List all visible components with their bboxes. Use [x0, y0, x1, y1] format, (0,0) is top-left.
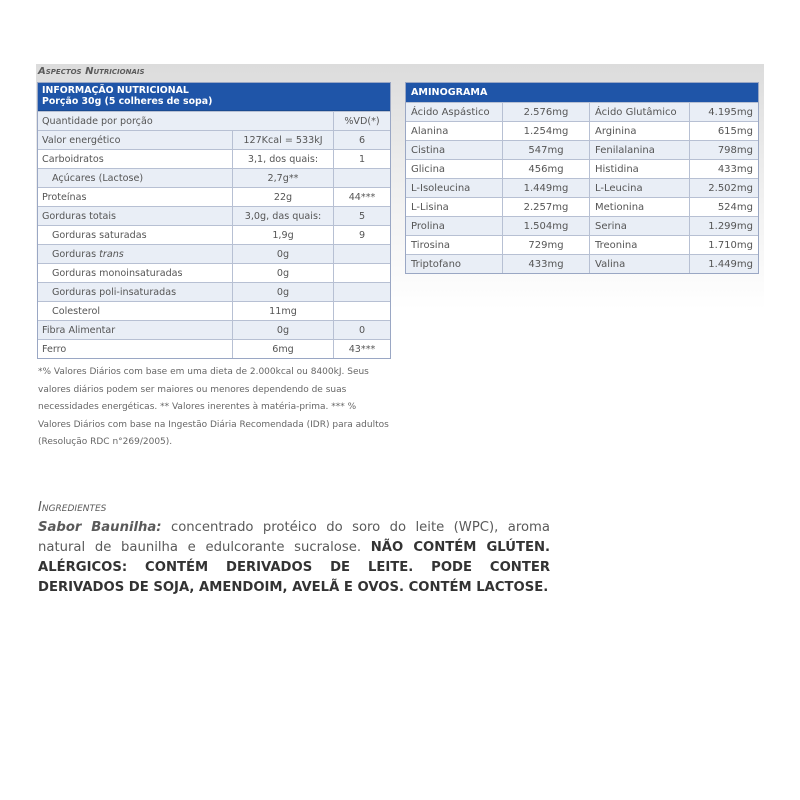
- nutrient-amount: 11mg: [233, 302, 334, 321]
- table-row: [406, 141, 758, 160]
- amino-value: 798mg: [690, 141, 759, 160]
- amino-name: L-Leucina: [590, 179, 690, 198]
- table-row: [38, 188, 390, 207]
- nutrient-vd: 5: [334, 207, 391, 226]
- amino-value: 1.299mg: [690, 217, 759, 236]
- vd-column-header: %VD(*): [334, 112, 391, 131]
- nutrition-header-title: INFORMAÇÃO NUTRICIONAL: [42, 85, 189, 96]
- nutrition-facts-table: [37, 82, 391, 359]
- quantity-per-portion-label: Quantidade por porção: [38, 112, 334, 131]
- nutrient-label: Gorduras poli-insaturadas: [38, 283, 233, 302]
- table-row: [38, 321, 390, 340]
- nutrient-vd: 9: [334, 226, 391, 245]
- amino-value: 524mg: [690, 198, 759, 217]
- nutrition-column-header-row: [38, 112, 390, 131]
- amino-name: Ácido Glutâmico: [590, 103, 690, 122]
- nutrient-amount: 2,7g**: [233, 169, 334, 188]
- nutrient-vd: 0: [334, 321, 391, 340]
- amino-value: 4.195mg: [690, 103, 759, 122]
- nutrient-amount: 0g: [233, 321, 334, 340]
- amino-name: Glicina: [406, 160, 503, 179]
- nutrient-amount: 3,0g, das quais:: [233, 207, 334, 226]
- nutrient-label: Gorduras saturadas: [38, 226, 233, 245]
- nutrient-label: Valor energético: [38, 131, 233, 150]
- table-row: [38, 264, 390, 283]
- amino-value: 433mg: [503, 255, 590, 274]
- amino-value: 615mg: [690, 122, 759, 141]
- amino-value: 1.449mg: [503, 179, 590, 198]
- table-row: [406, 255, 758, 274]
- aminogram-header: AMINOGRAMA: [406, 83, 758, 102]
- nutrient-label: Ferro: [38, 340, 233, 359]
- amino-name: Valina: [590, 255, 690, 274]
- table-row: [406, 160, 758, 179]
- nutrient-amount: 0g: [233, 245, 334, 264]
- nutrient-vd: [334, 169, 391, 188]
- aminogram-table: [405, 82, 759, 274]
- amino-name: L-Lisina: [406, 198, 503, 217]
- ingredients-section: [38, 500, 550, 598]
- amino-name: Serina: [590, 217, 690, 236]
- amino-name: L-Isoleucina: [406, 179, 503, 198]
- amino-value: 1.254mg: [503, 122, 590, 141]
- nutrition-header-portion: Porção 30g (5 colheres de sopa): [42, 96, 213, 107]
- amino-value: 1.710mg: [690, 236, 759, 255]
- nutrition-footnote: *% Valores Diários com base em uma dieta de 2.000kcal ou 8400kJ. Seus valores diários podem ser maiores ou menores dependendo de suas necessidades energéticas. ** Valores inerentes à matéria-prima. *** % Valores Diários com base na Ingestão Diária Recomendada (IDR) para adultos (Resolução RDC n°269/2005).: [38, 367, 389, 447]
- table-row: [38, 226, 390, 245]
- nutrient-label: Gorduras monoinsaturadas: [38, 264, 233, 283]
- nutrient-label-prefix: Gorduras: [52, 248, 100, 260]
- amino-value: 433mg: [690, 160, 759, 179]
- ingredients-list: concentrado protéico do soro do leite (WPC), aroma natural de baunilha e edulcorante sucralose.: [38, 520, 550, 555]
- amino-name: Alanina: [406, 122, 503, 141]
- table-row: [38, 245, 390, 264]
- section-title: Aspectos Nutricionais: [38, 66, 145, 77]
- nutrient-amount: 127Kcal = 533kJ: [233, 131, 334, 150]
- ingredients-title: Ingredientes: [38, 500, 107, 515]
- amino-name: Arginina: [590, 122, 690, 141]
- amino-name: Triptofano: [406, 255, 503, 274]
- nutrient-amount: 0g: [233, 264, 334, 283]
- nutrient-vd: 6: [334, 131, 391, 150]
- table-row: [38, 340, 390, 359]
- allergen-warning: NÃO CONTÉM GLÚTEN. ALÉRGICOS: CONTÉM DERIVADOS DE LEITE. PODE CONTER DERIVADOS DE SOJA, AMENDOIM, AVELÃ E OVOS. CONTÉM LACTOSE.: [38, 540, 550, 595]
- nutrient-label: Gorduras totais: [38, 207, 233, 226]
- amino-name: Prolina: [406, 217, 503, 236]
- nutrient-amount: 1,9g: [233, 226, 334, 245]
- amino-name: Cistina: [406, 141, 503, 160]
- amino-value: 2.502mg: [690, 179, 759, 198]
- amino-value: 1.449mg: [690, 255, 759, 274]
- nutrient-amount: 0g: [233, 283, 334, 302]
- table-row: [38, 150, 390, 169]
- nutrient-label: Colesterol: [38, 302, 233, 321]
- amino-name: Histidina: [590, 160, 690, 179]
- nutrient-amount: 3,1, dos quais:: [233, 150, 334, 169]
- nutrition-header: [38, 83, 390, 111]
- nutrient-vd: [334, 264, 391, 283]
- amino-name: Treonina: [590, 236, 690, 255]
- flavor-label: Sabor Baunilha:: [38, 520, 162, 535]
- amino-name: Ácido Aspástico: [406, 103, 503, 122]
- table-row: [38, 207, 390, 226]
- nutrient-vd: 1: [334, 150, 391, 169]
- nutrient-amount: 6mg: [233, 340, 334, 359]
- nutrient-label: Açúcares (Lactose): [38, 169, 233, 188]
- amino-value: 547mg: [503, 141, 590, 160]
- nutrient-vd: 44***: [334, 188, 391, 207]
- amino-name: Fenilalanina: [590, 141, 690, 160]
- amino-value: 1.504mg: [503, 217, 590, 236]
- nutrient-vd: 43***: [334, 340, 391, 359]
- table-row: [406, 103, 758, 122]
- table-row: [38, 131, 390, 150]
- amino-value: 2.257mg: [503, 198, 590, 217]
- table-row: [38, 169, 390, 188]
- nutrient-label: [38, 245, 233, 264]
- nutrient-vd: [334, 302, 391, 321]
- amino-name: Tirosina: [406, 236, 503, 255]
- nutrient-label: Proteínas: [38, 188, 233, 207]
- table-row: [406, 179, 758, 198]
- nutrient-label: Carboidratos: [38, 150, 233, 169]
- table-row: [406, 217, 758, 236]
- amino-name: Metionina: [590, 198, 690, 217]
- nutrient-label-italic: trans: [99, 248, 124, 260]
- amino-value: 729mg: [503, 236, 590, 255]
- nutrient-label: Fibra Alimentar: [38, 321, 233, 340]
- table-row: [38, 283, 390, 302]
- table-row: [38, 302, 390, 321]
- table-row: [406, 236, 758, 255]
- ingredients-text: [38, 518, 550, 598]
- amino-value: 2.576mg: [503, 103, 590, 122]
- nutrient-vd: [334, 245, 391, 264]
- nutrient-amount: 22g: [233, 188, 334, 207]
- nutrient-vd: [334, 283, 391, 302]
- amino-value: 456mg: [503, 160, 590, 179]
- table-row: [406, 122, 758, 141]
- table-row: [406, 198, 758, 217]
